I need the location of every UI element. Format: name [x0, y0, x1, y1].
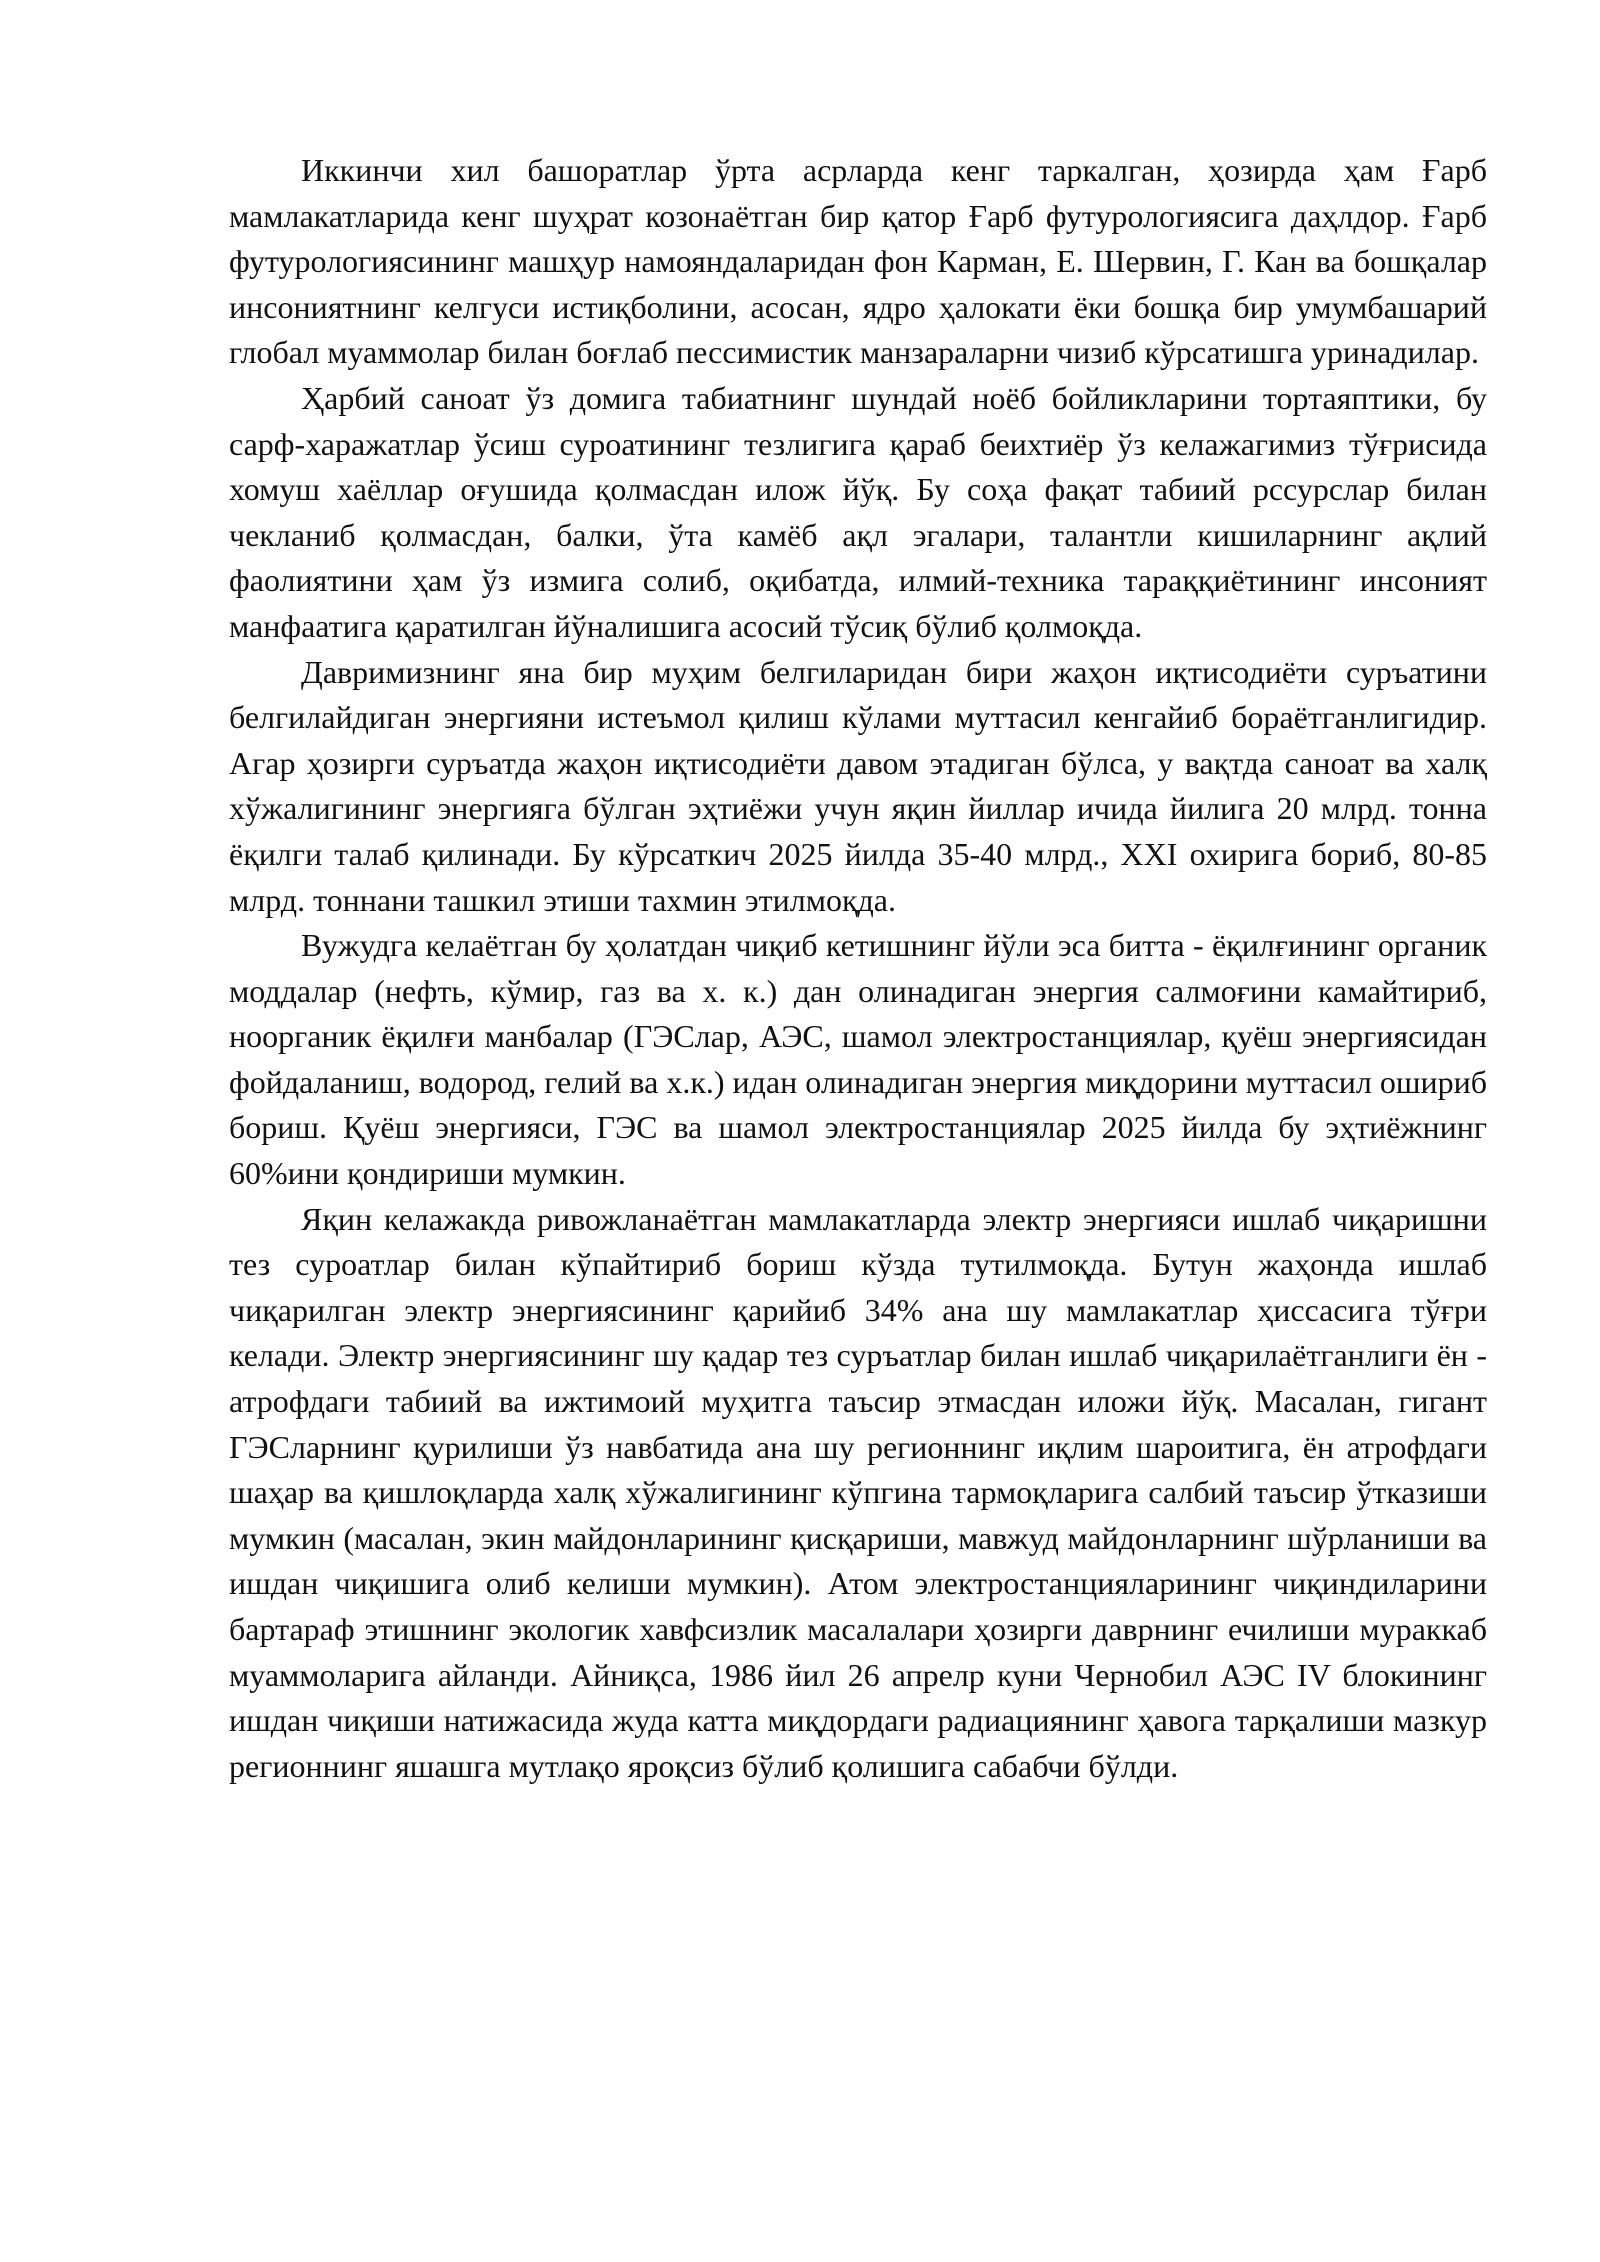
- paragraph-military-industry: Ҳарбий саноат ўз домига табиатнинг шундай ноёб бойликларини тортаяптики, бу сарф-харажатлар ўсиш суроатининг тезлигига қараб беихтиёр ўз келажагимиз тўғрисида хомуш хаёллар оғушида қолмасдан илож йўқ. Бу соҳа фақат табиий рссурслар билан чекланиб қолмасдан, балки, ўта камёб ақл эгалари, талантли кишиларнинг ақлий фаолиятини ҳам ўз измига солиб, оқибатда, илмий-техника тараққиётининг инсоният манфаатига қаратилган йўналишига асосий тўсиқ бўлиб қолмоқда.: [229, 379, 1487, 644]
- paragraph-energy-sources: Вужудга келаётган бу ҳолатдан чиқиб кетишнинг йўли эса битта - ёқилғининг органик моддалар (нефть, кўмир, газ ва х. к.) дан олинадиган энергия салмоғини камайтириб, ноорганик ёқилғи манбалар (ГЭСлар, АЭС, шамол электростанциялар, қуёш энергиясидан фойдаланиш, водород, гелий ва х.к.) идан олинадиган энергия миқдорини муттасил ошириб бориш. Қуёш энергияси, ГЭС ва шамол электростанциялар 2025 йилда бу эҳтиёжнинг 60%ини қондириши мумкин.: [229, 927, 1487, 1192]
- paragraph-developing-countries: Яқин келажакда ривожланаётган мамлакатларда электр энергияси ишлаб чиқаришни тез суроатлар билан кўпайтириб бориш кўзда тутилмоқда. Бутун жаҳонда ишлаб чиқарилган электр энергиясининг қарийиб 34% ана шу мамлакатлар ҳиссасига тўғри келади. Электр энергиясининг шу қадар тез суръатлар билан ишлаб чиқарилаётганлиги ён - атрофдаги табиий ва ижтимоий муҳитга таъсир этмасдан иложи йўқ. Масалан, гигант ГЭСларнинг қурилиши ўз навбатида ана шу регионнинг иқлим шароитига, ён атрофдаги шаҳар ва қишлоқларда халқ хўжалигининг кўпгина тармоқларига салбий таъсир ўтказиши мумкин (масалан, экин майдонларининг қисқариши, мавжуд майдонларнинг шўрланиши ва ишдан чиқишига олиб келиши мумкин). Атом электростанцияларининг чиқиндиларини бартараф этишнинг экологик хавфсизлик масалалари ҳозирги даврнинг ечилиши мураккаб муаммоларига айланди. Айниқса, 1986 йил 26 апрелр куни Чернобил АЭС IV блокининг ишдан чиқиши натижасида жуда катта миқдордаги радиациянинг ҳавога тарқалиши мазкур регионнинг яшашга мутлақо яроқсиз бўлиб қолишига сабабчи бўлди.: [229, 1200, 1487, 1784]
- paragraph-western-futurology: Иккинчи хил башоратлар ўрта асрларда кенг таркалган, ҳозирда ҳам Ғарб мамлакатларида кенг шуҳрат козонаётган бир қатор Ғарб футурологиясига даҳлдор. Ғарб футурологиясининг машҳур намояндаларидан фон Карман, Е. Шервин, Г. Кан ва бошқалар инсониятнинг келгуси истиқболини, асосан, ядро ҳалокати ёки бошқа бир умумбашарий глобал муаммолар билан боғлаб пессимистик манзараларни чизиб кўрсатишга уринадилар.: [229, 152, 1487, 371]
- document-body: [229, 148, 1487, 1789]
- paragraph-energy-consumption: Давримизнинг яна бир муҳим белгиларидан бири жаҳон иқтисодиёти суръатини белгилайдиган энергияни истеъмол қилиш кўлами муттасил кенгайиб бораётганлигидир. Агар ҳозирги суръатда жаҳон иқтисодиёти давом этадиган бўлса, у вақтда саноат ва халқ хўжалигининг энергияга бўлган эҳтиёжи учун яқин йиллар ичида йилига 20 млрд. тонна ёқилги талаб қилинади. Бу кўрсаткич 2025 йилда 35-40 млрд., XXI охирига бориб, 80-85 млрд. тоннани ташкил этиши тахмин этилмоқда.: [229, 653, 1487, 918]
